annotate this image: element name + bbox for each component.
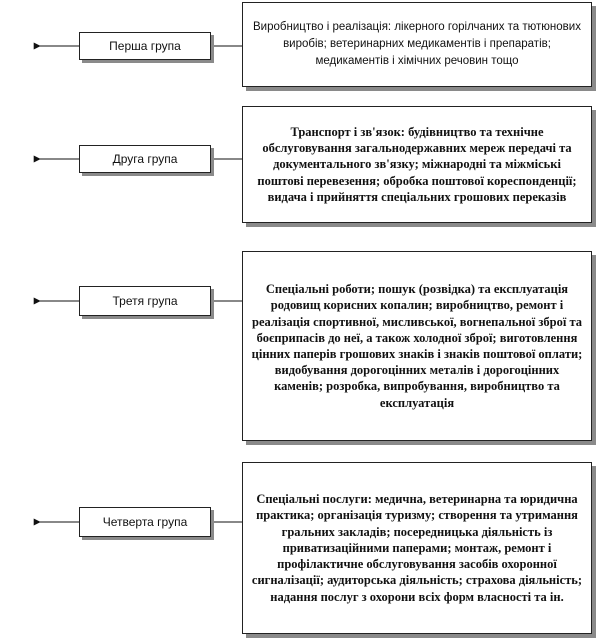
- group-label-box-2: [79, 145, 211, 173]
- group-description-box-1: [242, 2, 592, 87]
- group-label-box-3: [79, 286, 211, 316]
- group-description-1: Виробництво і реалізація: лікерного горілчаних та тютюнових виробів; ветеринарних медикаментів і препаратів; медикаментів і хімічних речовин тощо: [253, 21, 581, 67]
- group-description-4: Спеціальні послуги: медична, ветеринарна та юридична практика; організація туризму; створення та утримання гральних закладів; посередницька діяльність із приватизаційними паперами; монтаж, ремонт і профілактичне обслуговування засобів охоронної сигналізації; аудиторська діяльність; страхова діяльність; надання послуг з охорони всіх форм власності та ін.: [251, 492, 583, 604]
- group-label-1: Перша група: [109, 39, 181, 53]
- group-label-3: Третя група: [112, 294, 178, 308]
- group-description-3: Спеціальні роботи; пошук (розвідка) та експлуатація родовищ корисних копалин; виробництво, ремонт і реалізація спортивної, мисливської, вогнепальної зброї та боєприпасів до неї, а також холодної зброї; виготовлення цінних паперів грошових знаків і знаків поштової оплати; видобування дорогоцінних металів і дорогоцінних каменів; розробка, випробування, виробництво та експлуатація: [251, 282, 583, 410]
- group-description-2: Транспорт і зв'язок: будівництво та технічне обслуговування загальнодержавних мереж передачі та документального зв'язку; міжнародні та міжміські поштові перевезення; обробка поштової кореспонденції; видача і прийняття спеціальних грошових переказів: [257, 124, 577, 204]
- group-description-box-3: [242, 251, 592, 441]
- group-label-box-1: [79, 32, 211, 60]
- group-description-box-4: [242, 462, 592, 634]
- group-description-box-2: [242, 106, 592, 223]
- group-label-box-4: [79, 507, 211, 537]
- group-label-2: Друга група: [112, 152, 178, 166]
- group-label-4: Четверта група: [102, 515, 188, 529]
